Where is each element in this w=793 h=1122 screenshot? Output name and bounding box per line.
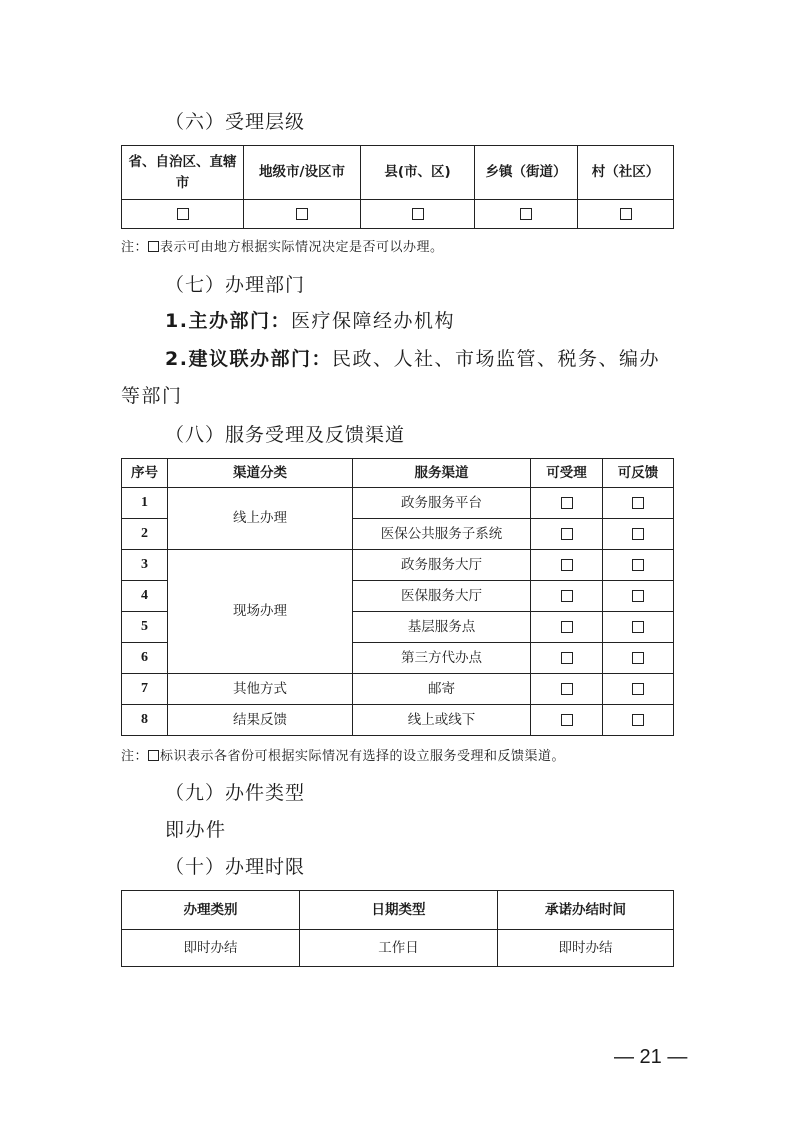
channel-category: 结果反馈	[168, 705, 353, 736]
checkbox-icon	[632, 497, 644, 509]
checkbox-icon	[632, 559, 644, 571]
checkbox-icon	[561, 621, 573, 633]
section-8-heading: （八）服务受理及反馈渠道	[165, 424, 406, 446]
channel-category: 线上办理	[168, 488, 353, 550]
checkbox-icon	[632, 714, 644, 726]
accept-checkbox	[531, 643, 603, 674]
accept-checkbox	[531, 488, 603, 519]
feedback-checkbox	[603, 705, 674, 736]
accept-checkbox	[531, 581, 603, 612]
channel-name: 政务服务大厅	[353, 550, 531, 581]
table-row	[122, 488, 674, 519]
feedback-checkbox	[603, 550, 674, 581]
page-number: — 21 —	[614, 1046, 688, 1068]
checkbox-icon	[620, 208, 632, 220]
row-number: 5	[122, 612, 168, 643]
checkbox-icon	[561, 497, 573, 509]
channel-header-category: 渠道分类	[168, 459, 353, 488]
level-checkbox-city	[244, 200, 361, 229]
feedback-checkbox	[603, 581, 674, 612]
level-checkbox-province	[122, 200, 244, 229]
table-row	[122, 550, 674, 581]
channel-name: 医保服务大厅	[353, 581, 531, 612]
accept-checkbox	[531, 550, 603, 581]
acceptance-level-table	[121, 145, 674, 229]
level-header-county: 县(市、区)	[361, 146, 475, 200]
section-10-heading: （十）办理时限	[165, 856, 306, 878]
accept-checkbox	[531, 612, 603, 643]
checkbox-icon	[632, 652, 644, 664]
level-header-city: 地级市/设区市	[244, 146, 361, 200]
level-header-province: 省、自治区、直辖市	[122, 146, 244, 200]
channel-header-accept: 可受理	[531, 459, 603, 488]
channel-name: 基层服务点	[353, 612, 531, 643]
channel-category: 其他方式	[168, 674, 353, 705]
level-header-village: 村（社区）	[578, 146, 674, 200]
table-row	[122, 705, 674, 736]
section-9-heading: （九）办件类型	[165, 782, 306, 804]
feedback-checkbox	[603, 612, 674, 643]
feedback-checkbox	[603, 488, 674, 519]
time-category: 即时办结	[122, 930, 300, 967]
checkbox-icon	[632, 528, 644, 540]
accept-checkbox	[531, 674, 603, 705]
checkbox-icon	[632, 683, 644, 695]
checkbox-icon	[561, 652, 573, 664]
checkbox-icon	[561, 590, 573, 602]
row-number: 3	[122, 550, 168, 581]
feedback-checkbox	[603, 674, 674, 705]
feedback-checkbox	[603, 519, 674, 550]
checkbox-icon	[561, 683, 573, 695]
row-number: 7	[122, 674, 168, 705]
joint-departments: 2.建议联办部门：民政、人社、市场监管、税务、编办	[165, 348, 660, 370]
level-checkbox-county	[361, 200, 475, 229]
level-checkbox-village	[578, 200, 674, 229]
checkbox-icon	[412, 208, 424, 220]
time-header-category: 办理类别	[122, 891, 300, 930]
row-number: 8	[122, 705, 168, 736]
time-promised: 即时办结	[498, 930, 674, 967]
section-6-heading: （六）受理层级	[165, 111, 306, 133]
channel-name: 第三方代办点	[353, 643, 531, 674]
checkbox-icon	[561, 559, 573, 571]
time-header-date-type: 日期类型	[300, 891, 498, 930]
section-6-note: 注： 表示可由地方根据实际情况决定是否可以办理。	[121, 240, 444, 255]
time-date-type: 工作日	[300, 930, 498, 967]
checkbox-icon	[148, 750, 159, 761]
checkbox-icon	[632, 590, 644, 602]
table-row	[122, 674, 674, 705]
channel-name: 政务服务平台	[353, 488, 531, 519]
level-checkbox-township	[475, 200, 578, 229]
channel-header-feedback: 可反馈	[603, 459, 674, 488]
channel-name: 邮寄	[353, 674, 531, 705]
checkbox-icon	[561, 528, 573, 540]
channel-category: 现场办理	[168, 550, 353, 674]
row-number: 1	[122, 488, 168, 519]
row-number: 2	[122, 519, 168, 550]
channel-header-no: 序号	[122, 459, 168, 488]
time-header-promised: 承诺办结时间	[498, 891, 674, 930]
joint-departments-cont: 等部门	[121, 385, 183, 407]
table-row	[122, 930, 674, 967]
level-header-township: 乡镇（街道）	[475, 146, 578, 200]
lead-department: 1.主办部门：医疗保障经办机构	[165, 310, 455, 332]
feedback-checkbox	[603, 643, 674, 674]
checkbox-icon	[561, 714, 573, 726]
checkbox-icon	[632, 621, 644, 633]
row-number: 6	[122, 643, 168, 674]
service-channel-table	[121, 458, 674, 736]
checkbox-icon	[520, 208, 532, 220]
checkbox-icon	[296, 208, 308, 220]
checkbox-icon	[148, 241, 159, 252]
case-type: 即办件	[165, 819, 227, 841]
channel-name: 医保公共服务子系统	[353, 519, 531, 550]
checkbox-icon	[177, 208, 189, 220]
accept-checkbox	[531, 519, 603, 550]
processing-time-table	[121, 890, 674, 967]
accept-checkbox	[531, 705, 603, 736]
section-7-heading: （七）办理部门	[165, 274, 306, 296]
row-number: 4	[122, 581, 168, 612]
channel-name: 线上或线下	[353, 705, 531, 736]
section-8-note: 注： 标识表示各省份可根据实际情况有选择的设立服务受理和反馈渠道。	[121, 749, 566, 764]
channel-header-channel: 服务渠道	[353, 459, 531, 488]
